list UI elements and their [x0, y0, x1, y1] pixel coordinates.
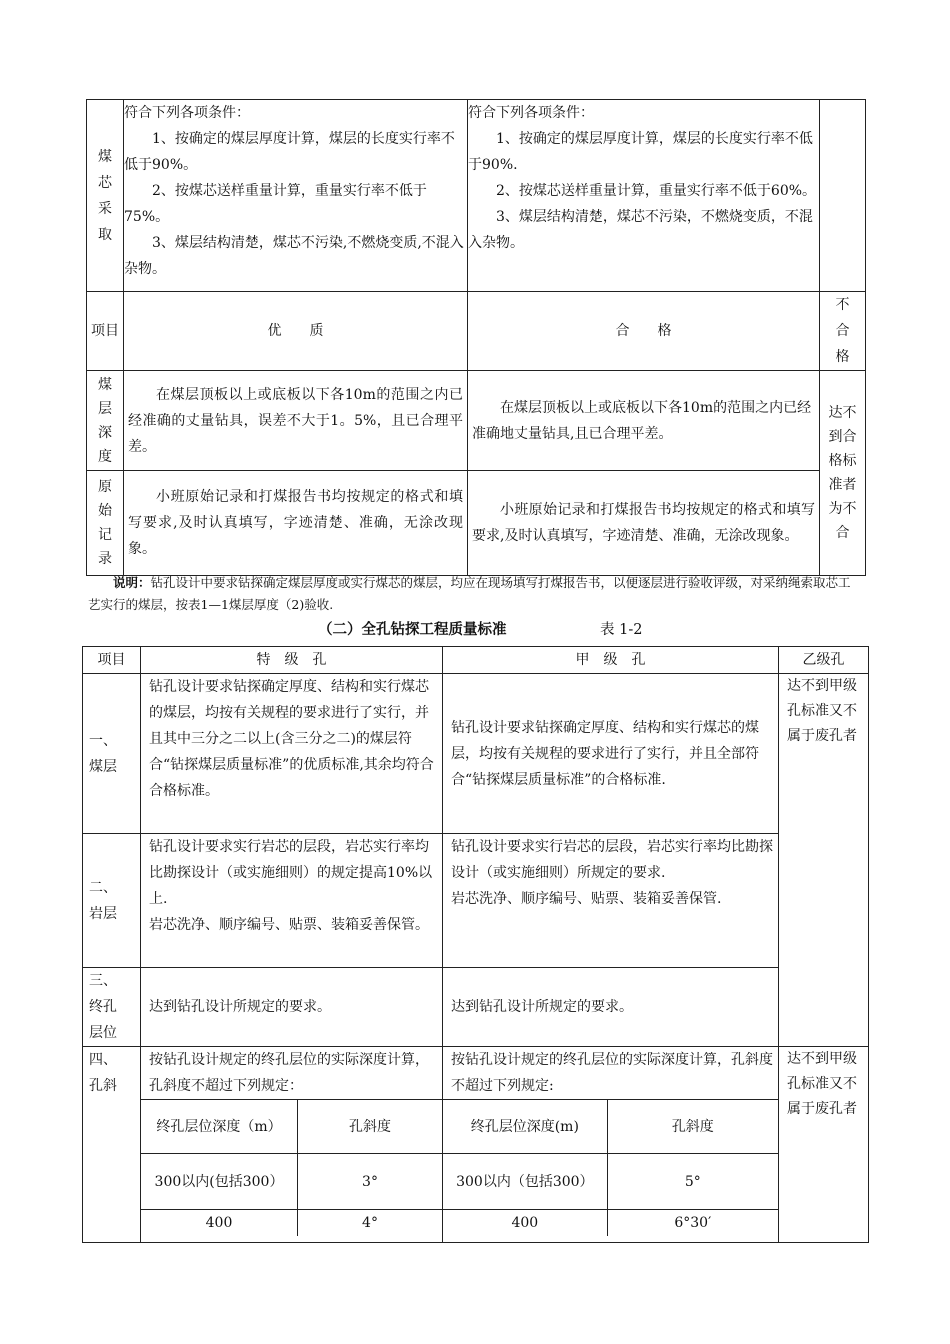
final-label: 三、终孔层位	[83, 968, 141, 1047]
coal-core-excellent: 符合下列各项条件： 1、按确定的煤层厚度计算，煤层的长度实行率不低于90%。 2、按煤芯送样重量计算，重量实行率不低于75%。 3、煤层结构清楚，煤芯不污染,不燃烧变质,不混入杂物。	[124, 100, 468, 292]
grade-b-note-2: 达不到甲级孔标准又不属于废孔者	[779, 1047, 869, 1243]
t2-header-item: 项目	[83, 647, 141, 674]
header-unqualified: 不合格	[820, 292, 866, 371]
coal-core-qualified: 符合下列各项条件： 1、按确定的煤层厚度计算，煤层的长度实行率不低于90%. 2、按煤芯送样重量计算，重量实行率不低于60%。 3、煤层结构清楚，煤芯不污染，不燃烧变质，不混入杂物。	[468, 100, 820, 292]
rock-label: 二、岩层	[83, 834, 141, 968]
header-qualified: 合 格	[468, 292, 820, 371]
coal-special: 钻孔设计要求钻探确定厚度、结构和实行煤芯的煤层，均按有关规程的要求进行了实行，并且其中三分之二以上(含三分之二)的煤层符合“钻探煤层质量标准”的优质标准,其余均符合合格标准。	[141, 674, 443, 834]
depth-excellent: 在煤层顶板以上或底板以下各10m的范围之内已经准确的丈量钻具，误差不大于1。5%，且已合理平差。	[124, 371, 468, 471]
drilling-quality-table	[82, 646, 869, 1243]
coal-label: 一、煤层	[83, 674, 141, 834]
header-excellent: 优 质	[124, 292, 468, 371]
t2-header-grade-a: 甲 级 孔	[443, 647, 779, 674]
sub-cell-depth: 400	[443, 1210, 607, 1236]
sub-cell-depth: 300以内（包括300）	[443, 1154, 607, 1210]
unqualified-note: 达不到合格标准者为不合	[820, 371, 866, 576]
records-label: 原始记录	[87, 471, 124, 576]
caption-title: （二）全孔钻探工程质量标准	[318, 621, 507, 638]
sub-cell-incline: 3°	[298, 1154, 442, 1210]
grade-b-note-1: 达不到甲级孔标准又不属于废孔者	[779, 674, 869, 1047]
sub-header-incline: 孔斜度	[298, 1100, 442, 1154]
rock-grade-a: 钻孔设计要求实行岩芯的层段，岩芯实行率均比勘探设计（或实施细则）所规定的要求. 岩芯洗净、顺序编号、贴票、装箱妥善保管.	[443, 834, 779, 968]
grade-a-incline-subtable	[443, 1099, 778, 1236]
sub-cell-incline: 5°	[607, 1154, 778, 1210]
sub-cell-incline: 6°30′	[607, 1210, 778, 1236]
sub-cell-depth: 400	[141, 1210, 298, 1236]
final-special: 达到钻孔设计所规定的要求。	[141, 968, 443, 1047]
rock-special: 钻孔设计要求实行岩芯的层段，岩芯实行率均比勘探设计（或实施细则）的规定提高10%以上. 岩芯洗净、顺序编号、贴票、装箱妥善保管。	[141, 834, 443, 968]
depth-qualified: 在煤层顶板以上或底板以下各10m的范围之内已经准确地丈量钻具,且已合理平差。	[468, 371, 820, 471]
coal-quality-table	[86, 99, 866, 576]
coal-core-empty	[820, 100, 866, 292]
special-incline-subtable	[141, 1099, 442, 1236]
sub-cell-depth: 300以内(包括300）	[141, 1154, 298, 1210]
incline-special: 按钻孔设计规定的终孔层位的实际深度计算，孔斜度不超过下列规定： 终孔层位深度（m） 孔斜度 300以内(包括300） 3° 400 4°	[141, 1047, 443, 1243]
final-grade-a: 达到钻孔设计所规定的要求。	[443, 968, 779, 1047]
header-item: 项目	[87, 292, 124, 371]
depth-label: 煤层深度	[87, 371, 124, 471]
incline-grade-a: 按钻孔设计规定的终孔层位的实际深度计算，孔斜度不超过下列规定: 终孔层位深度(m) 孔斜度 300以内（包括300） 5° 400 6°30′	[443, 1047, 779, 1243]
coal-core-label: 煤芯采取	[87, 100, 124, 292]
incline-label: 四、孔斜	[83, 1047, 141, 1243]
note-paragraph: 说明：钻孔设计中要求钻探确定煤层厚度或实行煤芯的煤层，均应在现场填写打煤报告书，以便逐层进行验收评级，对采纳绳索取芯工艺实行的煤层，按表1—1煤层厚度（2)验收.	[88, 575, 851, 612]
t2-header-grade-b: 乙级孔	[779, 647, 869, 674]
records-qualified: 小班原始记录和打煤报告书均按规定的格式和填写要求,及时认真填写，字迹清楚、准确，无涂改现象。	[468, 471, 820, 576]
sub-header-incline: 孔斜度	[607, 1100, 778, 1154]
records-excellent: 小班原始记录和打煤报告书均按规定的格式和填写要求,及时认真填写，字迹清楚、准确，无涂改现象。	[124, 471, 468, 576]
sub-cell-incline: 4°	[298, 1210, 442, 1236]
coal-grade-a: 钻孔设计要求钻探确定厚度、结构和实行煤芯的煤层，均按有关规程的要求进行了实行，并且全部符合“钻探煤层质量标准”的合格标准.	[443, 674, 779, 834]
caption-number: 表 1-2	[600, 622, 643, 638]
sub-header-depth: 终孔层位深度(m)	[443, 1100, 607, 1154]
t2-header-special: 特 级 孔	[141, 647, 443, 674]
sub-header-depth: 终孔层位深度（m）	[141, 1100, 298, 1154]
